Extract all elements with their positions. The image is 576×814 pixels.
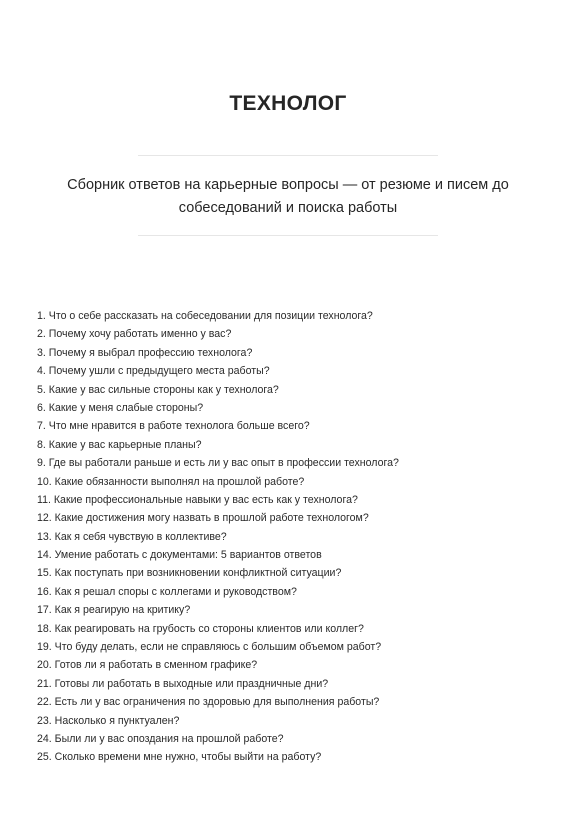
question-item: 14. Умение работать с документами: 5 вариантов ответов [37,549,322,562]
question-item: 19. Что буду делать, если не справляюсь с большим объемом работ? [37,641,382,654]
question-item: 13. Как я себя чувствую в коллективе? [37,530,227,543]
question-item: 3. Почему я выбрал профессию технолога? [37,346,253,359]
divider-top [138,155,438,156]
question-item: 16. Как я решал споры с коллегами и руководством? [37,585,297,598]
question-item: 24. Были ли у вас опоздания на прошлой работе? [37,732,284,745]
question-item: 8. Какие у вас карьерные планы? [37,438,202,451]
question-item: 21. Готовы ли работать в выходные или праздничные дни? [37,677,329,690]
question-item: 2. Почему хочу работать именно у вас? [37,328,232,341]
question-item: 18. Как реагировать на грубость со стороны клиентов или коллег? [37,622,364,635]
question-item: 6. Какие у меня слабые стороны? [37,401,204,414]
question-item: 10. Какие обязанности выполнял на прошлой работе? [37,475,305,488]
question-item: 25. Сколько времени мне нужно, чтобы выйти на работу? [37,751,322,764]
question-item: 9. Где вы работали раньше и есть ли у вас опыт в профессии технолога? [37,457,399,470]
divider-bottom [138,235,438,236]
question-item: 11. Какие профессиональные навыки у вас есть как у технолога? [37,493,358,506]
question-item: 20. Готов ли я работать в сменном графике? [37,659,258,672]
question-item: 7. Что мне нравится в работе технолога больше всего? [37,420,310,433]
question-item: 1. Что о себе рассказать на собеседовании для позиции технолога? [37,310,373,322]
question-item: 4. Почему ушли с предыдущего места работы? [37,365,270,378]
question-item: 22. Есть ли у вас ограничения по здоровью для выполнения работы? [37,696,380,709]
question-item: 17. Как я реагирую на критику? [37,604,191,617]
question-item: 15. Как поступать при возникновении конфликтной ситуации? [37,567,342,580]
question-item: 12. Какие достижения могу назвать в прошлой работе технологом? [37,512,369,525]
question-list [37,307,557,767]
question-item: 5. Какие у вас сильные стороны как у технолога? [37,383,279,396]
page-title: ТЕХНОЛОГ [229,92,347,115]
question-item: 23. Насколько я пунктуален? [37,714,180,727]
page-subtitle: Сборник ответов на карьерные вопросы — от резюме и писем до собеседований и поиска работы [67,177,509,216]
